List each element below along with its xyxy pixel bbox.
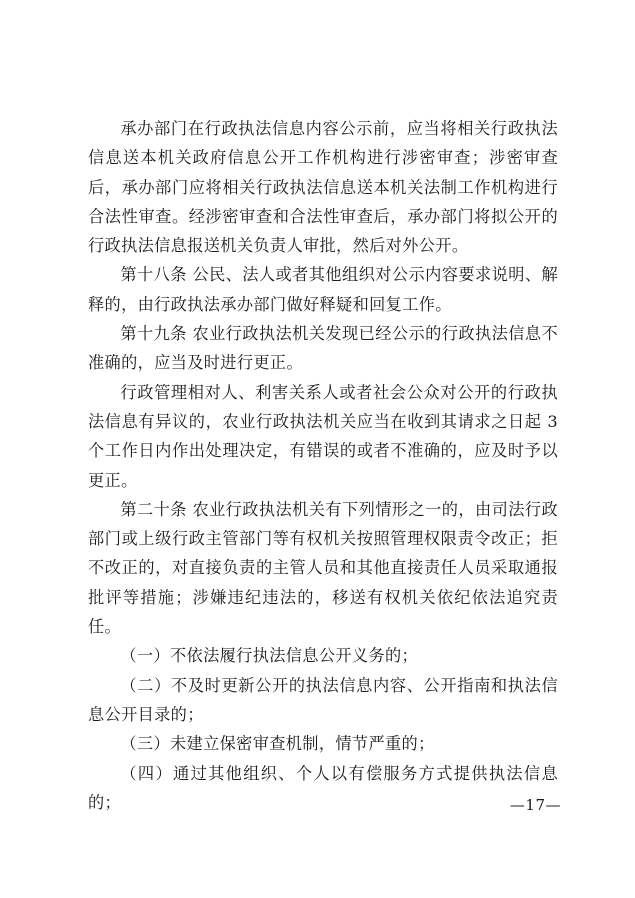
document-body: [88, 114, 558, 817]
list-item-2: （二）不及时更新公开的执法信息内容、公开指南和执法信息公开目录的；: [88, 675, 558, 724]
paragraph-confidentiality-review: 承办部门在行政执法信息内容公示前，应当将相关行政执法信息送本机关政府信息公开工作机构进行涉密审查；涉密审查后，承办部门应将相关行政执法信息送本机关法制工作机构进行合法性审查。经涉密审查和合法性审查后，承办部门将拟公开的行政执法信息报送机关负责人审批，然后对外公开。: [88, 119, 558, 256]
page-number: —17—: [509, 796, 561, 814]
list-item-4: （四）通过其他组织、个人以有偿服务方式提供执法信息的；: [88, 763, 558, 812]
paragraph-article-19: 第十九条 农业行政执法机关发现已经公示的行政执法信息不准确的，应当及时进行更正。: [88, 324, 558, 373]
list-item-3: （三）未建立保密审查机制，情节严重的；: [120, 734, 435, 754]
paragraph-article-18: 第十八条 公民、法人或者其他组织对公示内容要求说明、解释的，由行政执法承办部门做好释疑和回复工作。: [88, 265, 558, 314]
list-item-1: （一）不依法履行执法信息公开义务的；: [120, 646, 419, 666]
paragraph-article-20: 第二十条 农业行政执法机关有下列情形之一的，由司法行政部门或上级行政主管部门等有权机关按照管理权限责令改正；拒不改正的，对直接负责的主管人员和其他直接责任人员采取通报批评等措施；涉嫌违纪违法的，移送有权机关依纪依法追究责任。: [88, 499, 558, 637]
paragraph-objection-correction: 行政管理相对人、利害关系人或者社会公众对公开的行政执法信息有异议的，农业行政执法机关应当在收到其请求之日起 3 个工作日内作出处理决定，有错误的或者不准确的，应及时予以更正。: [88, 382, 558, 490]
